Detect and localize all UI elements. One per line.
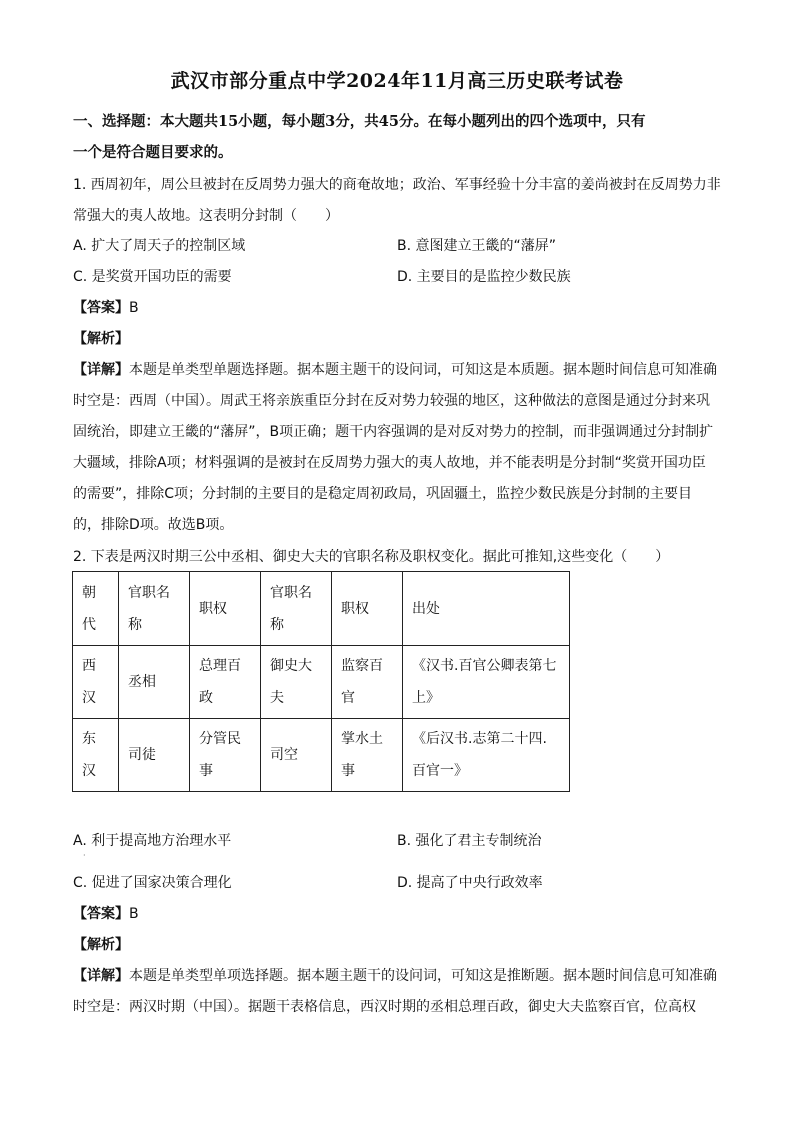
q1-stem-line1: 1. 西周初年，周公旦被封在反周势力强大的商奄故地；政治、军事经验十分丰富的姜尚被封在反周势力非 (73, 177, 721, 193)
q1-option-c: C. 是奖赏开国功臣的需要 (73, 269, 232, 285)
q2-detail-line2: 时空是：两汉时期（中国）。据题干表格信息，西汉时期的丞相总理百政，御史大夫监察百官，位高权 (73, 999, 696, 1015)
section-heading-line2: 一个是符合题目要求的。 (73, 144, 233, 161)
q2-stem: 2. 下表是两汉时期三公中丞相、御史大夫的官职名称及职权变化。据此可推知,这些变化（ ） (73, 549, 670, 565)
q2-option-d: D. 提高了中央行政效率 (397, 875, 543, 891)
q2-analysis-tag (73, 934, 129, 954)
exam-title: 武汉市部分重点中学2024年11月高三历史联考试卷 (170, 70, 624, 92)
table-header-cell: 官职名称 (119, 572, 190, 646)
table-cell: 监察百官 (332, 646, 403, 719)
table-cell: 司徒 (119, 719, 190, 792)
table-header-cell: 出处 (403, 572, 570, 646)
table-cell: 《汉书.百官公卿表第七上》 (403, 646, 570, 719)
table-cell: 总理百政 (190, 646, 261, 719)
q2-answer-tag: 【答案】 (73, 906, 129, 922)
q1-detail-line6: 的，排除D项。故选B项。 (73, 517, 234, 533)
q1-detail-tag: 【详解】 (73, 362, 129, 378)
q2-detail-tag: 【详解】 (73, 968, 129, 984)
table-cell: 分管民事 (190, 719, 261, 792)
table-row (73, 719, 570, 792)
q1-option-b: B. 意图建立王畿的“藩屏” (397, 238, 557, 254)
q1-detail-line3: 固统治，即建立王畿的“藩屏”，B项正确；题干内容强调的是对反对势力的控制，而非强调通过分封制扩 (73, 424, 714, 440)
table-header-cell: 官职名称 (261, 572, 332, 646)
q2-option-b: B. 强化了君主专制统治 (397, 833, 542, 849)
table-cell: 《后汉书.志第二十四.百官一》 (403, 719, 570, 792)
q1-detail-text1: 本题是单类型单题选择题。据本题主题干的设问词，可知这是本质题。据本题时间信息可知准确 (129, 362, 717, 378)
q1-detail-line2: 时空是：西周（中国）。周武王将亲族重臣分封在反对势力较强的地区，这种做法的意图是通过分封来巩 (73, 393, 710, 409)
table-cell: 西汉 (73, 646, 119, 719)
q2-answer (73, 903, 139, 923)
stray-dot: · (83, 851, 86, 860)
q1-answer-tag: 【答案】 (73, 300, 129, 316)
q1-analysis-tag (73, 328, 129, 348)
q2-analysis-label: 【解析】 (73, 937, 129, 953)
table-header-cell: 职权 (190, 572, 261, 646)
section-heading-line1: 一、选择题：本大题共15小题，每小题3分，共45分。在每小题列出的四个选项中，只有 (73, 113, 646, 130)
table-cell: 御史大夫 (261, 646, 332, 719)
q2-detail-text1: 本题是单类型单项选择题。据本题主题干的设问词，可知这是推断题。据本题时间信息可知准确 (129, 968, 717, 984)
q1-detail-line4: 大疆域，排除A项；材料强调的是被封在反周势力强大的夷人故地，并不能表明是分封制“奖赏开国功臣 (73, 455, 706, 471)
q1-answer-value: B (129, 300, 139, 316)
q1-analysis-label: 【解析】 (73, 331, 129, 347)
q2-detail-line1 (73, 965, 717, 985)
q2-answer-value: B (129, 906, 139, 922)
table-cell: 司空 (261, 719, 332, 792)
table-cell: 东汉 (73, 719, 119, 792)
q2-option-a: A. 利于提高地方治理水平 (73, 833, 232, 849)
q1-detail-line1 (73, 359, 717, 379)
q1-answer (73, 297, 139, 317)
table-header-cell: 职权 (332, 572, 403, 646)
table-cell: 丞相 (119, 646, 190, 719)
q1-stem-line2: 常强大的夷人故地。这表明分封制（ ） (73, 208, 339, 224)
table-row (73, 646, 570, 719)
q1-detail-line5: 的需要”，排除C项；分封制的主要目的是稳定周初政局，巩固疆土，监控少数民族是分封制的主要目 (73, 486, 693, 502)
q2-table (72, 571, 570, 792)
table-header-row (73, 572, 570, 646)
q1-option-a: A. 扩大了周天子的控制区域 (73, 238, 246, 254)
q1-option-d: D. 主要目的是监控少数民族 (397, 269, 571, 285)
table-cell: 掌水土事 (332, 719, 403, 792)
q2-option-c: C. 促进了国家决策合理化 (73, 875, 232, 891)
table-header-cell: 朝代 (73, 572, 119, 646)
